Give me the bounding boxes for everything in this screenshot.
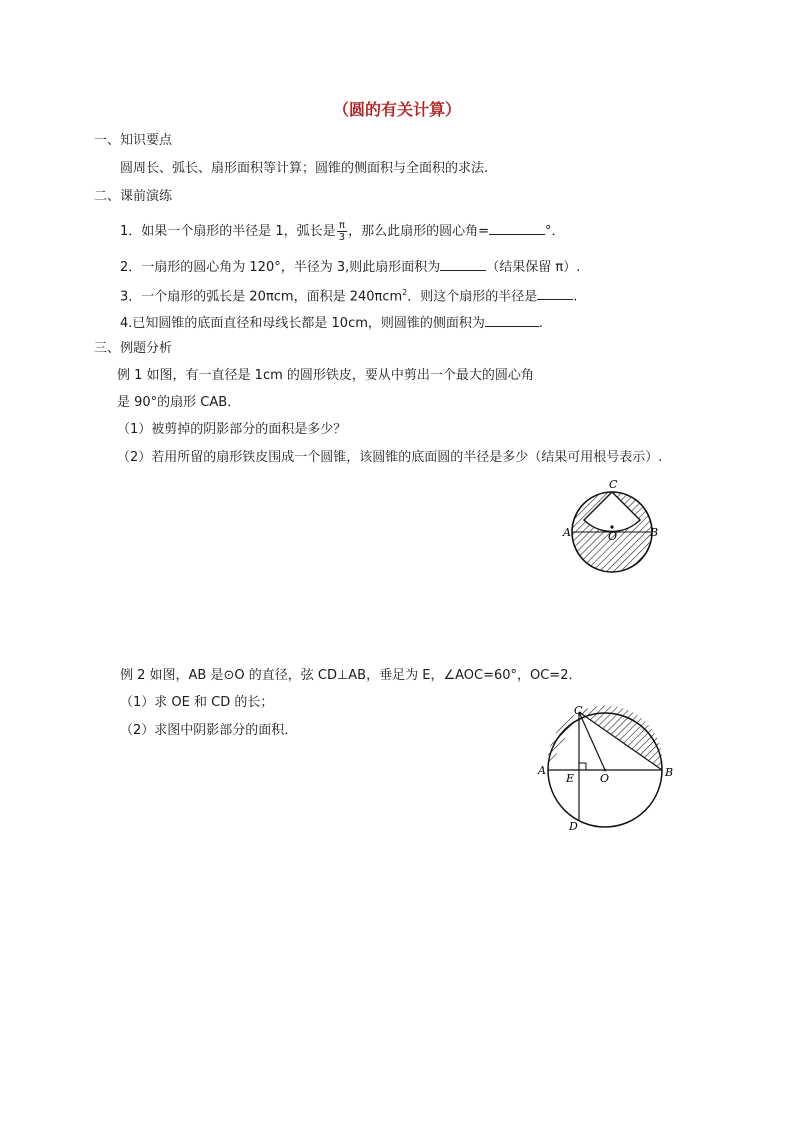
fig2-label-c: C — [574, 704, 583, 717]
figure-1-circle-sector — [552, 470, 672, 580]
figure-2-circle-chord — [532, 700, 692, 840]
question-3 — [120, 284, 577, 306]
fig2-label-a: A — [538, 764, 546, 777]
fig2-label-d: D — [569, 820, 578, 833]
fig1-label-a: A — [563, 526, 571, 539]
answer-blank-2[interactable] — [440, 256, 486, 271]
fraction-denominator: 3 — [338, 232, 346, 243]
example-2-line-1: 例 2 如图，AB 是⊙O 的直径，弦 CD⊥AB，垂足为 E，∠AOC=60°，OC=2． — [120, 668, 582, 683]
section-heading-practice: 二、课前演练 — [94, 189, 173, 204]
fig2-label-e: E — [566, 772, 575, 785]
example-1-line-2: 是 90°的扇形 CAB． — [117, 395, 241, 410]
question-4 — [120, 312, 543, 333]
question-3-text-b: ．则这个扇形的半径是 — [407, 289, 538, 305]
fraction-pi-over-3 — [337, 220, 347, 243]
section-heading-examples: 三、例题分析 — [94, 341, 173, 356]
superscript-2: 2 — [402, 288, 408, 297]
answer-blank-1[interactable] — [489, 220, 545, 235]
question-3-text-c: . — [573, 289, 578, 305]
knowledge-text: 圆周长、弧长、扇形面积等计算；圆锥的侧面积与全面积的求法. — [120, 161, 489, 176]
section-heading-knowledge: 一、知识要点 — [94, 133, 173, 148]
question-1-text-c: °． — [544, 224, 565, 239]
fig2-label-b: B — [665, 766, 674, 779]
fig1-label-c: C — [609, 478, 618, 491]
fraction-numerator: π — [337, 220, 347, 232]
fig2-label-o: O — [600, 772, 610, 785]
answer-blank-4[interactable] — [485, 312, 539, 327]
question-4-text-a: 4.已知圆锥的底面直径和母线长都是 10cm，则圆锥的侧面积为 — [120, 316, 485, 331]
answer-blank-3[interactable] — [537, 285, 573, 300]
fig1-label-b: B — [650, 526, 659, 539]
example-2-part-1: （1）求 OE 和 CD 的长； — [120, 695, 274, 710]
question-2-text-b: （结果保留 π）. — [486, 260, 581, 275]
question-4-text-b: . — [538, 316, 544, 331]
page-title: （圆的有关计算） — [332, 100, 461, 119]
example-1-line-1: 例 1 如图，有一直径是 1cm 的圆形铁皮，要从中剪出一个最大的圆心角 — [117, 368, 534, 383]
fig1-label-o: O — [608, 530, 618, 543]
example-2-part-2: （2）求图中阴影部分的面积． — [120, 723, 298, 738]
question-3-text-a: 3．一个扇形的弧长是 20πcm，面积是 240πcm — [120, 289, 403, 305]
example-1-part-2: （2）若用所留的扇形铁皮围成一个圆锥，该圆锥的底面圆的半径是多少（结果可用根号表示）. — [117, 450, 663, 465]
example-1-part-1: （1）被剪掉的阴影部分的面积是多少？ — [117, 422, 347, 437]
question-2 — [120, 256, 580, 277]
question-1-text-b: ，那么此扇形的圆心角= — [348, 224, 489, 239]
question-2-text-a: 2．一扇形的圆心角为 120°，半径为 3,则此扇形面积为 — [120, 260, 441, 275]
question-1 — [120, 220, 564, 243]
question-1-text-a: 1．如果一个扇形的半径是 1，弧长是 — [120, 224, 336, 239]
